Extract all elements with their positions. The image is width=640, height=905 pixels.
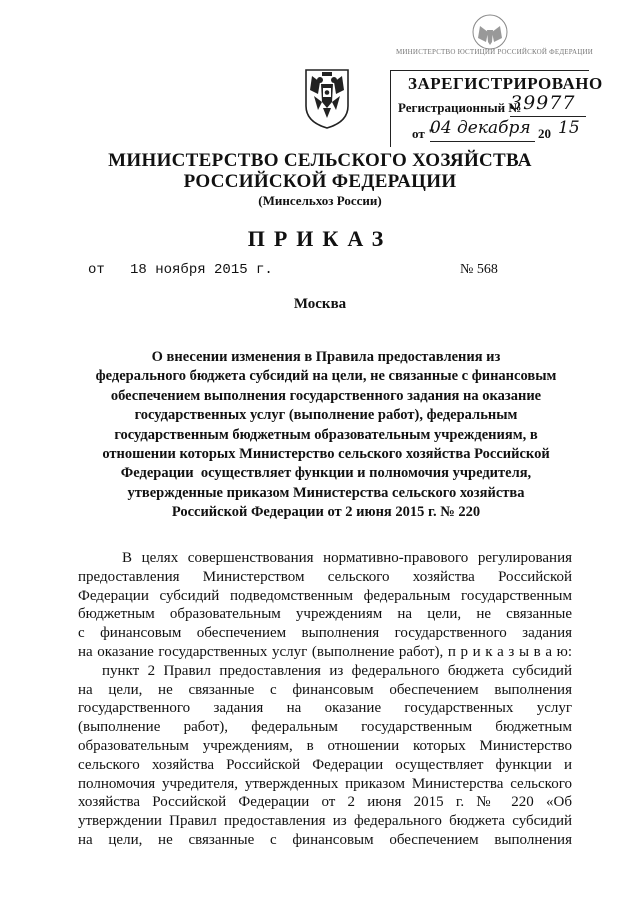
ministry-name-line1: МИНИСТЕРСТВО СЕЛЬСКОГО ХОЗЯЙСТВА <box>108 150 532 171</box>
body-line: сельского хозяйства Российской Федерации осуществляет функции и <box>78 756 572 773</box>
body-line: на цели, не связанные с финансовым обеспечением выполнения <box>78 831 572 848</box>
coat-of-arms-emblem <box>302 62 352 130</box>
subject-line: утвержденные приказом Министерства сельского хозяйства <box>127 484 525 501</box>
subject-line: федерального бюджета субсидий на цели, не связанные с финансовым <box>95 368 557 385</box>
order-body <box>78 549 572 850</box>
body-line: (выполнение работ), федеральным государственным бюджетным <box>78 719 572 736</box>
body-line: на цели, не связанные с финансовым обеспечением выполнения <box>78 681 572 698</box>
stamp-registration-label: Регистрационный № <box>398 100 522 115</box>
subject-line: Российской Федерации от 2 июня 2015 г. № 220 <box>171 504 481 521</box>
body-line: с финансовым обеспечением выполнения государственного задания <box>78 625 572 642</box>
subject-line: обеспечением выполнения государственного задания на оказание <box>110 387 542 404</box>
ministry-short-name: (Минсельхоз России) <box>258 193 382 208</box>
order-date: от 18 ноября 2015 г. <box>88 262 273 278</box>
stamp-registration-number: 39977 <box>510 92 576 114</box>
stamp-title: ЗАРЕГИСТРИРОВАНО <box>408 74 603 93</box>
stamp-seal-icon <box>468 12 512 52</box>
stamp-date-label: от " <box>412 126 436 141</box>
document-type: ПРИКАЗ <box>247 226 393 251</box>
body-line: хозяйства Российской Федерации от 2 июня 2015 г. № 220 «Об <box>78 794 572 811</box>
body-line: образовательным учреждениям, в отношении которых Министерство <box>78 737 572 754</box>
subject-line: государственным бюджетным образовательным учреждениям, в <box>114 426 538 443</box>
subject-line: государственных услуг (выполнение работ), федеральным <box>134 407 518 424</box>
order-subject <box>60 348 592 523</box>
body-line: полномочия учредителя, утвержденных приказом Министерства сельского <box>78 775 572 792</box>
stamp-header-text: МИНИСТЕРСТВО ЮСТИЦИИ РОССИЙСКОЙ ФЕДЕРАЦИИ <box>396 48 593 56</box>
body-line: утверждении Правил предоставления из федерального бюджета субсидий <box>78 813 572 830</box>
order-number: № 568 <box>460 262 498 277</box>
body-line: государственного задания на оказание государственных услуг <box>78 700 572 717</box>
stamp-underline <box>510 116 586 117</box>
subject-line: отношении которых Министерство сельского хозяйства Российской <box>102 446 550 463</box>
body-line: на оказание государственных услуг (выполнение работ), п р и к а з ы в а ю: <box>78 643 572 660</box>
stamp-year-value: 15 <box>558 118 580 138</box>
body-line: пункт 2 Правил предоставления из федерального бюджета субсидий <box>102 662 572 679</box>
stamp-year-label: 20 <box>538 126 551 141</box>
city: Москва <box>293 296 347 312</box>
body-line: бюджетным образовательным учреждениям на цели, не связанные <box>78 606 572 623</box>
stamp-underline <box>430 141 535 142</box>
subject-line: Федерации осуществляет функции и полномочия учредителя, <box>120 465 532 482</box>
stamp-date-value: 04 декабря <box>430 118 531 138</box>
body-line: В целях совершенствования нормативно-правового регулирования <box>122 550 572 566</box>
body-line: Федерации субсидий подведомственным федеральным государственным <box>78 587 572 604</box>
subject-line: О внесении изменения в Правила предоставления из <box>151 349 501 365</box>
ministry-name-line2: РОССИЙСКОЙ ФЕДЕРАЦИИ <box>183 171 457 192</box>
body-line: предоставления Министерством сельского хозяйства Российской <box>78 568 572 585</box>
